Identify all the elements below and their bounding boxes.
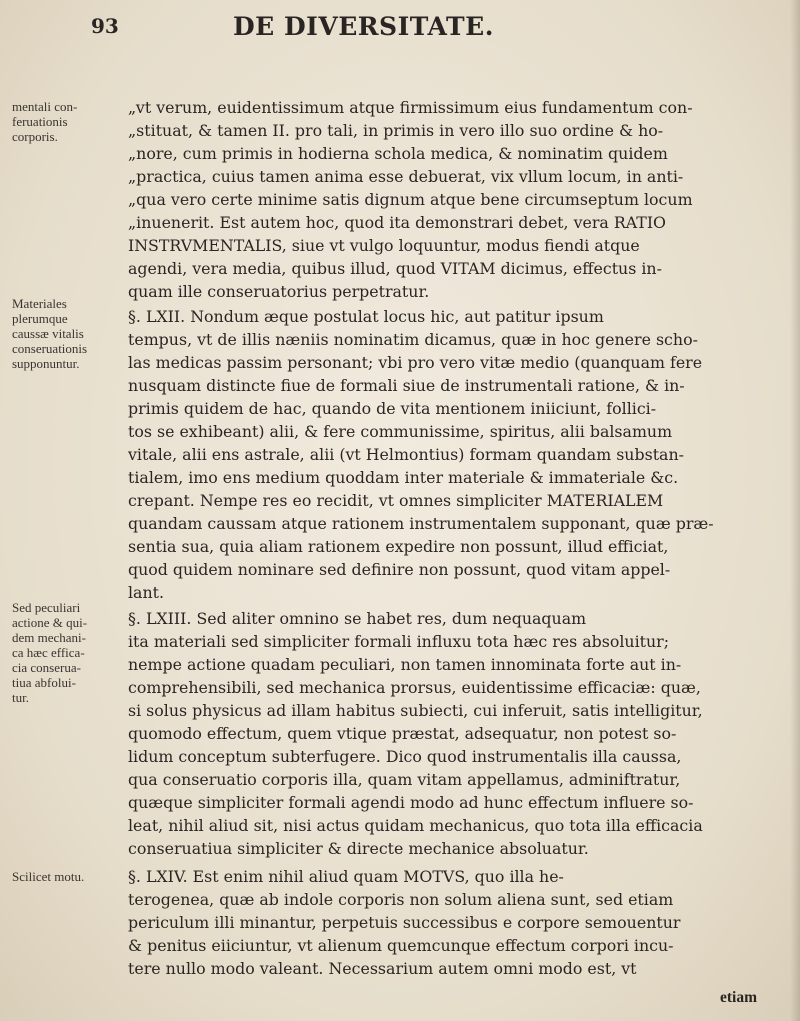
text-line: §. LXIII. Sed aliter omnino se habet res, dum nequaquam (128, 609, 587, 628)
text-line: sentia sua, quia aliam rationem expedire non possunt, illud efficiat, (128, 537, 669, 556)
text-line: periculum illi minantur, perpetuis successibus e corpore semouentur (128, 913, 681, 932)
page-header (0, 8, 800, 40)
margin-note-peculiar-action: Sed peculiari actione & qui- dem mechani- ca hæc effica- cia conserua- tiua abfolui- tur. (12, 600, 88, 705)
text-line: las medicas passim personant; vbi pro vero vitæ medio (quanquam fere (128, 353, 703, 372)
text-line: nempe actione quadam peculiari, non tamen innominata forte aut in- (128, 655, 682, 674)
text-line: tempus, vt de illis næniis nominatim dicamus, quæ in hoc genere scho- (128, 330, 698, 349)
text-line: „nore, cum primis in hodierna schola medica, & nominatim quidem (128, 144, 668, 163)
text-line: qua conseruatio corporis illa, quam vitam appellamus, adminiftratur, (128, 770, 681, 789)
text-line: INSTRVMENTALIS, siue vt vulgo loquuntur, modus fiendi atque (128, 236, 640, 255)
text-line: nusquam distincte fiue de formali siue de instrumentali ratione, & in- (128, 376, 685, 395)
text-line: primis quidem de hac, quando de vita mentionem iniiciunt, follici- (128, 399, 657, 418)
text-line: quod quidem nominare sed definire non possunt, quod vitam appel- (128, 560, 671, 579)
text-line: §. LXII. Nondum æque postulat locus hic, aut patitur ipsum (128, 307, 604, 326)
text-line: „stituat, & tamen II. pro tali, in primis in vero illo suo ordine & ho- (128, 121, 664, 140)
text-line: tere nullo modo valeant. Necessarium autem omni modo est, vt (128, 959, 637, 978)
text-line: quomodo effectum, quem vtique præstat, adsequatur, non potest so- (128, 724, 677, 743)
text-line: leat, nihil aliud sit, nisi actus quidam mechanicus, quo tota illa efficacia (128, 816, 703, 835)
text-line: „inuenerit. Est autem hoc, quod ita demonstrari debet, vera RATIO (128, 213, 667, 232)
text-line: agendi, vera media, quibus illud, quod VITAM dicimus, effectus in- (128, 259, 662, 278)
text-line: conseruatiua simpliciter & directe mechanice absoluatur. (128, 839, 589, 858)
margin-note-conservation: mentali con- feruationis corporis. (12, 99, 78, 144)
text-line: comprehensibili, sed mechanica prorsus, euidentissime efficaciæ: quæ, (128, 678, 701, 697)
text-line: quandam caussam atque rationem instrumentalem supponant, quæ præ- (128, 514, 714, 533)
margin-note-motion: Scilicet motu. (12, 869, 85, 884)
running-head: DE DIVERSITATE. (233, 12, 494, 41)
text-line: „vt verum, euidentissimum atque firmissimum eius fundamentum con- (128, 98, 693, 117)
text-line: quam ille conseruatorius perpetratur. (128, 282, 430, 301)
text-line: ita materiali sed simpliciter formali influxu tota hæc res absoluitur; (128, 632, 670, 651)
margin-note-materials: Materiales plerumque caussæ vitalis conseruationis supponuntur. (12, 296, 88, 371)
page-edge-shadow (790, 0, 800, 1021)
text-line: quæque simpliciter formali agendi modo ad hunc effectum influere so- (128, 793, 694, 812)
text-line: lant. (128, 583, 165, 602)
page-number: 93 (91, 14, 119, 38)
text-line: terogenea, quæ ab indole corporis non solum aliena sunt, sed etiam (128, 890, 674, 909)
catchword: etiam (720, 989, 758, 1006)
text-line: crepant. Nempe res eo recidit, vt omnes simpliciter MATERIALEM (128, 491, 664, 510)
text-line: „qua vero certe minime satis dignum atque bene circumseptum locum (128, 190, 693, 209)
text-line: vitale, alii ens astrale, alii (vt Helmontius) formam quandam substan- (128, 445, 684, 464)
text-line: lidum conceptum subterfugere. Dico quod instrumentalis illa caussa, (128, 747, 682, 766)
text-line: §. LXIV. Est enim nihil aliud quam MOTVS, quo illa he- (128, 867, 564, 886)
text-line: si solus physicus ad illam habitus subiecti, cui inferuit, satis intelligitur, (128, 701, 703, 720)
text-line: & penitus eiiciuntur, vt alienum quemcunque effectum corpori incu- (128, 936, 674, 955)
text-line: tialem, imo ens medium quoddam inter materiale & immateriale &c. (128, 468, 679, 487)
text-line: „practica, cuius tamen anima esse debuerat, vix vllum locum, in anti- (128, 167, 684, 186)
text-line: tos se exhibeant) alii, & fere communissime, spiritus, alii balsamum (128, 422, 673, 441)
